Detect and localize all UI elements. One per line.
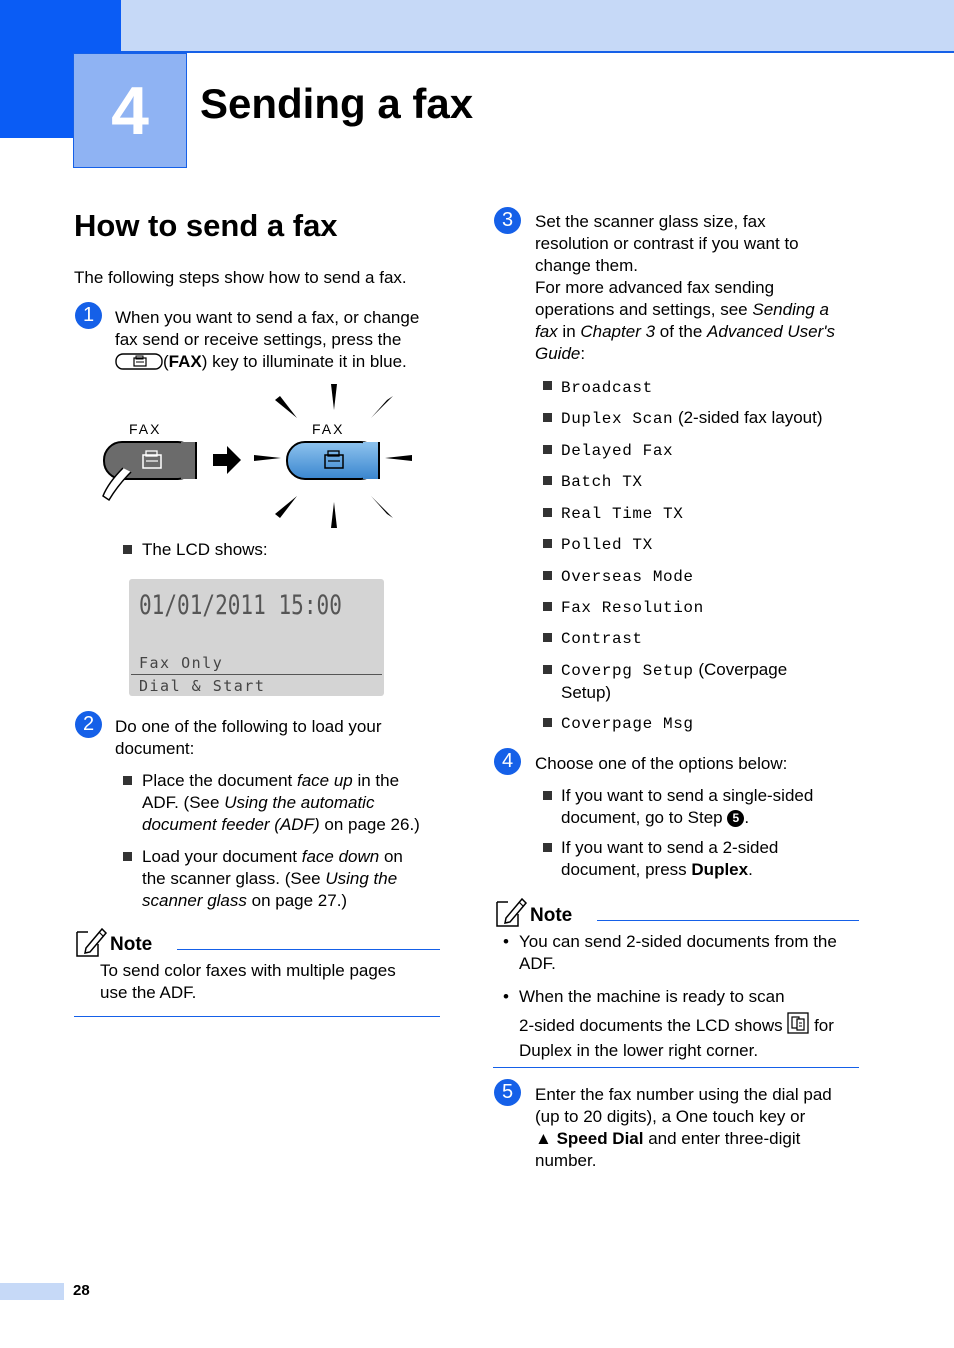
section-title: How to send a fax: [74, 208, 338, 243]
note-rule-bottom: [74, 1016, 440, 1017]
header-band-light: [121, 0, 954, 53]
text-italic: face down: [301, 847, 380, 866]
step-2-option-1: [142, 770, 420, 836]
step-2-line-1: Do one of the following to load your: [115, 717, 382, 736]
menu-item: Real Time TX: [561, 505, 684, 523]
note-1-line-1: To send color faxes with multiple pages: [100, 961, 396, 980]
step-5-line-2: (up to 20 digits), a One touch key or: [535, 1107, 806, 1126]
key-name: Duplex: [691, 860, 749, 879]
text: document, press: [561, 860, 692, 879]
fax-label-left: FAX: [129, 421, 162, 437]
bullet: [123, 545, 132, 554]
text: .: [748, 860, 753, 879]
note-icon: [74, 926, 108, 963]
bullet: [543, 445, 552, 454]
fax-key-icon: [115, 353, 163, 376]
text: on: [379, 847, 403, 866]
bullet: [543, 633, 552, 642]
step-3-line-1: Set the scanner glass size, fax: [535, 212, 766, 231]
text: Setup): [561, 683, 612, 702]
lcd-divider: [131, 674, 382, 675]
text: for: [809, 1016, 834, 1035]
note-rule-top: [597, 920, 859, 921]
cross-reference: Guide: [535, 344, 581, 363]
text: Duplex in the lower right corner.: [519, 1041, 759, 1060]
chapter-title: Sending a fax: [200, 80, 474, 127]
note-2-bullet-1: [519, 931, 837, 975]
text: document, go to Step: [561, 808, 728, 827]
step-3-text: [535, 211, 835, 365]
fax-key-label: FAX: [168, 352, 202, 371]
step-4-option-2: [561, 837, 778, 881]
note-bullet-dot: •: [503, 932, 509, 951]
text: in the: [352, 771, 400, 790]
step-1-line-3: [115, 351, 419, 376]
note-icon: [494, 896, 528, 933]
step-1-line-1: When you want to send a fax, or change: [115, 308, 420, 327]
lcd-datetime: 01/01/2011 15:00: [139, 590, 342, 621]
step-5-text: [535, 1084, 832, 1172]
bullet: [543, 602, 552, 611]
step-2-line-2: document:: [115, 739, 195, 758]
menu-item: Duplex Scan (2-sided fax layout): [561, 408, 823, 428]
bullet: [543, 476, 552, 485]
bullet: [543, 791, 552, 800]
fax-label-right: FAX: [312, 421, 345, 437]
step-2-text: [115, 716, 382, 760]
fax-key-illustration: [95, 380, 425, 530]
text: :: [580, 344, 586, 363]
step-3-line-2: resolution or contrast if you want to: [535, 234, 799, 253]
page-number-band: [0, 1283, 64, 1300]
step-5-number: 5: [494, 1079, 521, 1106]
note-2-bullet-2: [519, 986, 834, 1062]
lcd-shows-label: The LCD shows:: [142, 540, 268, 559]
lcd-line-1: Fax Only: [139, 654, 224, 672]
text: ADF. (See: [142, 793, 225, 812]
text: Load your document: [142, 847, 302, 866]
note-1-text: [100, 960, 396, 1004]
cross-reference: document feeder (ADF): [142, 815, 320, 834]
text: If you want to send a 2-sided: [561, 838, 779, 857]
text: If you want to send a single-sided: [561, 786, 814, 805]
menu-item: Delayed Fax: [561, 442, 674, 460]
note-1-line-2: use the ADF.: [100, 983, 197, 1002]
cross-reference: Using the: [325, 869, 398, 888]
step-3-number: 3: [494, 207, 521, 234]
arrow-right-icon: [213, 446, 241, 474]
step-2-option-2: [142, 846, 403, 912]
cross-reference: Using the automatic: [224, 793, 375, 812]
bullet: [123, 852, 132, 861]
note-heading: Note: [110, 934, 153, 955]
text: operations and settings, see: [535, 300, 753, 319]
bullet: [123, 776, 132, 785]
text: .: [744, 808, 750, 827]
text: 2-sided documents the LCD shows: [519, 1016, 788, 1035]
text: on page 26.): [319, 815, 420, 834]
chapter-number: 4: [111, 73, 149, 149]
bullet: [543, 571, 552, 580]
menu-item: Polled TX: [561, 536, 653, 554]
step-1-text: [115, 307, 419, 376]
step-5-line-4: number.: [535, 1151, 597, 1170]
menu-item: Coverpg Setup (Coverpage Setup): [561, 660, 788, 702]
step-1-number: 1: [75, 302, 102, 329]
note-bullet-dot: •: [503, 987, 509, 1006]
text: on page 27.): [246, 891, 348, 910]
bullet: [543, 539, 552, 548]
bullet: [543, 665, 552, 674]
duplex-lcd-icon: [787, 1012, 809, 1040]
step-5-reference-icon: 5: [727, 810, 744, 827]
cross-reference: Sending a: [752, 300, 829, 319]
text: of the: [655, 322, 708, 341]
text: ADF.: [519, 954, 556, 973]
cross-reference: Advanced User's: [707, 322, 836, 341]
note-rule-top: [177, 949, 440, 950]
text: in: [557, 322, 581, 341]
step-5-line-1: Enter the fax number using the dial pad: [535, 1085, 832, 1104]
menu-item: Contrast: [561, 630, 643, 648]
step-4-number: 4: [494, 748, 521, 775]
cross-reference: scanner glass: [142, 891, 247, 910]
cross-reference: Chapter 3: [580, 322, 656, 341]
step-4-option-1: [561, 785, 813, 829]
bullet: [543, 413, 552, 422]
bullet: [543, 843, 552, 852]
intro-text: The following steps show how to send a fax.: [74, 268, 407, 287]
step-3-line-4: For more advanced fax sending: [535, 278, 775, 297]
cross-reference: fax: [535, 322, 558, 341]
up-arrow-icon: ▲: [535, 1129, 557, 1148]
key-name: Speed Dial: [556, 1129, 644, 1148]
menu-item: Batch TX: [561, 473, 643, 491]
text: the scanner glass. (See: [142, 869, 326, 888]
bullet: [543, 718, 552, 727]
fax-key-text: ) key to illuminate it in blue.: [201, 352, 407, 371]
text: and enter three-digit: [643, 1129, 801, 1148]
step-3-line-3: change them.: [535, 256, 639, 275]
menu-item: Broadcast: [561, 379, 653, 397]
step-1-line-2: fax send or receive settings, press the: [115, 330, 402, 349]
step-2-number: 2: [75, 711, 102, 738]
text: Place the document: [142, 771, 297, 790]
fax-key-paren: (: [163, 352, 169, 371]
lcd-line-2: Dial & Start: [139, 677, 266, 695]
menu-item: Fax Resolution: [561, 599, 704, 617]
text: You can send 2-sided documents from the: [519, 932, 837, 951]
bullet: [543, 381, 552, 390]
menu-item: Overseas Mode: [561, 568, 694, 586]
page-number: 28: [73, 1282, 90, 1299]
step-4-text: Choose one of the options below:: [535, 754, 788, 773]
menu-item: Coverpage Msg: [561, 715, 694, 733]
text-italic: face up: [296, 771, 353, 790]
text: When the machine is ready to scan: [519, 987, 785, 1006]
note-heading: Note: [530, 905, 573, 926]
note-rule-bottom: [493, 1067, 859, 1068]
bullet: [543, 508, 552, 517]
